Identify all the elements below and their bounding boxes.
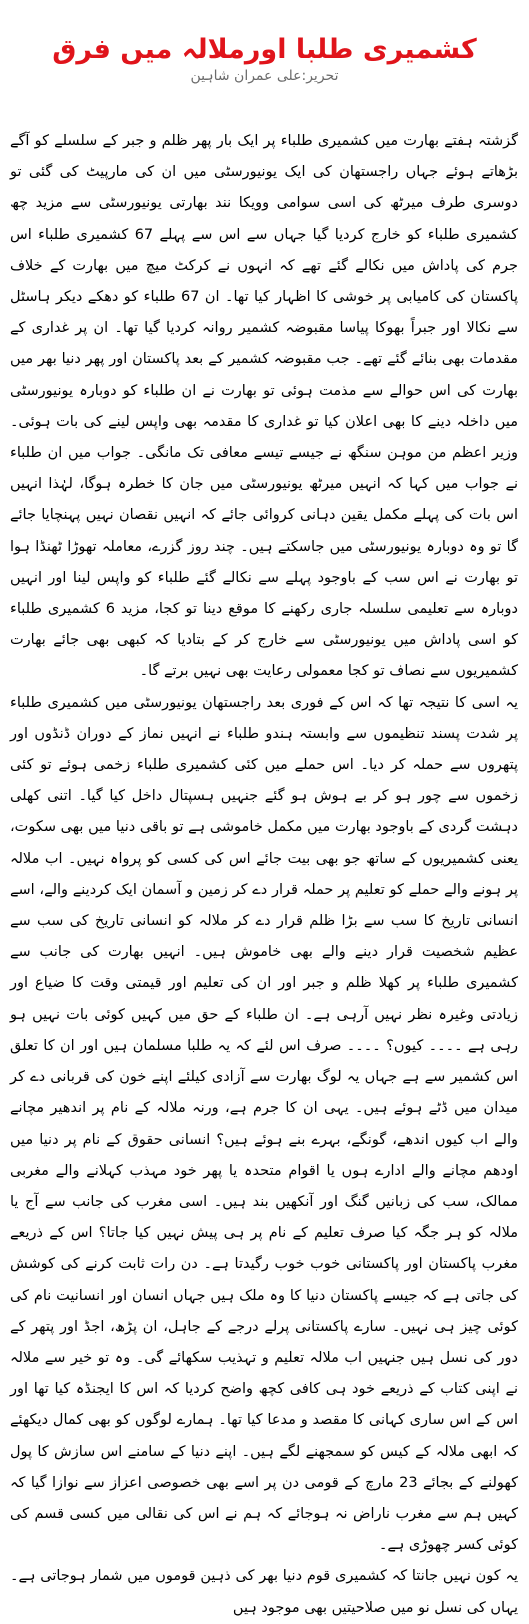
article-body [10, 126, 519, 1616]
article-paragraph: یہ اسی کا نتیجہ تھا کہ اس کے فوری بعد راجستھان یونیورسٹی میں کشمیری طلباء پر شدت پسند تنظیموں سے وابستہ ہندو طلباء نے انہیں نماز کے دوران ڈنڈوں اور پتھروں سے حملہ کر دیا۔ اس حملے میں کئی کشمیری طلباء زخمی ہوئے تو کئی زخموں سے چور ہو کر بے ہوش ہو گئے جنہیں ہسپتال داخل کیا گیا۔ اتنی کھلی دہشت گردی کے باوجود بھارت میں مکمل خاموشی ہے تو باقی دنیا میں بھی سکوت، یعنی کشمیریوں کے ساتھ جو بھی بیت جائے اس کی کسی کو پرواہ نہیں۔ اب ملالہ پر ہونے والے حملے کو تعلیم پر حملہ قرار دے کر زمین و آسمان ایک کردینے والے، اسے انسانی تاریخ کا سب سے بڑا ظلم قرار دے کر ملالہ کو انسانی تاریخ کی سب سے عظیم شخصیت قرار دینے والے بھی خاموش ہیں۔ انہیں بھارت کی جانب سے کشمیری طلباء پر کھلا ظلم و جبر اور ان کی تعلیم اور قیمتی وقت کا ضیاع اور زیادتی وغیرہ نظر نہیں آرہی ہے۔ ان طلباء کے حق میں کہیں کوئی بات نہیں ہو رہی ہے ۔۔۔۔ کیوں؟ ۔۔۔۔ صرف اس لئے کہ یہ طلبا مسلمان ہیں اور ان کا تعلق اس کشمیر سے ہے جہاں یہ لوگ بھارت سے آزادی کیلئے اپنے خون کی قربانی دے کر میدان میں ڈٹے ہوئے ہیں۔ یہی ان کا جرم ہے، ورنہ ملالہ کے نام پر اندھیر مچانے والے اب کیوں اندھے، گونگے، بہرے بنے ہوئے ہیں؟ انسانی حقوق کے نام پر دنیا میں اودھم مچانے والے ادارے ہوں یا اقوام متحدہ یا پھر خود مہذب کہلانے والے مغربی ممالک، سب کی زبانیں گنگ اور آنکھیں بند ہیں۔ اسی مغرب کی جانب سے آج یا ملالہ کو ہر جگہ کیا صرف تعلیم کے نام پر ہی پیش نہیں کیا جاتا؟ اس کے ذریعے مغرب پاکستان اور پاکستانی خوب خوب رگیدتا ہے۔ دن رات ثابت کرنے کی کوشش کی جاتی ہے کہ جیسے پاکستان دنیا کا وہ ملک ہیں جہاں انسان اور انسانیت نام کی کوئی چیز ہی نہیں۔ سارے پاکستانی پرلے درجے کے جاہل، ان پڑھ، اجڈ اور پتھر کے دور کی نسل ہیں جنہیں اب ملالہ تعلیم و تہذیب سکھائے گی۔ وہ تو خیر سے ملالہ نے اپنی کتاب کے ذریعے خود ہی کافی کچھ واضح کردیا کہ اس کا ایجنڈہ کیا تھا اور اس کے اس ساری کہانی کا مقصد و مدعا کیا تھا۔ ہمارے لوگوں کو بھی کمال دیکھئے کہ ابھی ملالہ کے کیس کو سمجھنے لگے ہیں۔ اپنے دنیا کے سامنے اس سازش کا پول کھولنے کے بجائے 23 مارچ کے قومی دن پر اسے بھی خصوصی اعزاز سے نوازا گیا کہ کہیں ہم سے مغرب ناراض نہ ہوجائے کہ ہم نے اس کی نقالی میں کسی قسم کی کوئی کسر چھوڑی ہے۔ [10, 694, 518, 1554]
article-title: کشمیری طلبا اورملالہ میں فرق [52, 34, 477, 66]
article-paragraph: یہ کون نہیں جانتا کہ کشمیری قوم دنیا بھر کی ذہین قوموں میں شمار ہوجاتی ہے۔ یہاں کی نسل نو میں صلاحیتیں بھی موجود ہیں [10, 1568, 518, 1616]
article-byline: تحریر:علی عمران شاہین [190, 68, 339, 84]
article-paragraph: گزشتہ ہفتے بھارت میں کشمیری طلباء پر ایک بار پھر ظلم و جبر کے سلسلے کو آگے بڑھاتے ہوئے جہاں راجستھان کی ایک یونیورسٹی میں ان کی مارپیٹ کی گئی تو دوسری طرف میرٹھ کی اسی سوامی وویکا نند بھارتی یونیورسٹی سے مزید چھ کشمیری طلباء کو خارج کردیا گیا جہاں سے اس سے پہلے 67 کشمیری طلباء اس جرم کی پاداش میں نکالے گئے تھے کہ انہوں نے کرکٹ میچ میں بھارت کے خلاف پاکستان کی کامیابی پر خوشی کا اظہار کیا تھا۔ ان 67 طلباء کو دھکے دیکر ہاسٹل سے نکالا اور جبراً بھوکا پیاسا مقبوضہ کشمیر روانہ کردیا گیا تھا۔ ان پر غداری کے مقدمات بھی بنائے گئے تھے۔ جب مقبوضہ کشمیر کے بعد پاکستان اور پھر دنیا بھر میں بھارت کی اس حوالے سے مذمت ہوئی تو بھارت نے ان طلباء کو دوبارہ یونیورسٹی میں داخلہ دینے کا بھی اعلان کیا تو غداری کا مقدمہ بھی واپس لینے کی بات ہوئی۔ وزیر اعظم من موہن سنگھ نے جیسے تیسے معافی تک مانگی۔ جواب میں ان طلباء نے جواب میں کہا کہ انہیں میرٹھ یونیورسٹی میں جان کا خطرہ ہوگا، لہٰذا انہیں اس بات کی پہلے مکمل یقین دہانی کروائی جائے کہ انہیں نقصان نہیں پہنچایا جائے گا تو وہ دوبارہ یونیورسٹی میں جاسکتے ہیں۔ چند روز گزرے، معاملہ تھوڑا ٹھنڈا ہوا تو بھارت نے اس سب کے باوجود پہلے سے نکالے گئے طلباء کو واپس لینا اور انہیں دوبارہ سے تعلیمی سلسلہ جاری رکھنے کا موقع دینا تو کجا، مزید 6 کشمیری طلباء کو اسی پاداش میں یونیورسٹی سے خارج کر کے بتادیا کہ کبھی بھی جائے بھارت کشمیریوں سے نصاف تو کجا معمولی رعایت بھی نہیں برتے گا۔ [10, 133, 519, 680]
